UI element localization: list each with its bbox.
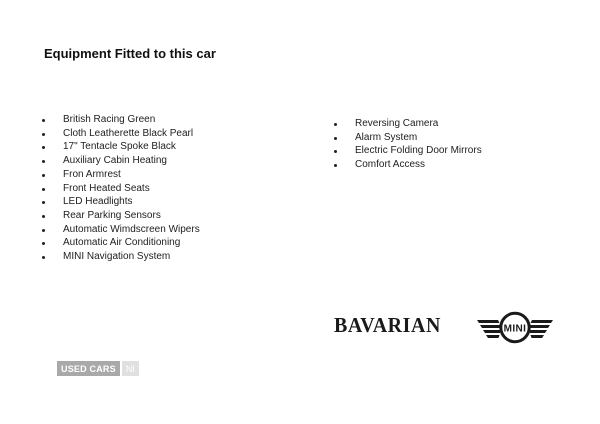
equipment-item-label: Cloth Leatherette Black Pearl <box>63 127 194 139</box>
equipment-item-label: Fron Armrest <box>63 168 121 180</box>
bullet-icon <box>42 119 45 122</box>
equipment-item-label: Rear Parking Sensors <box>63 209 161 221</box>
bullet-icon <box>42 188 45 191</box>
equipment-list-item <box>334 131 482 145</box>
bullet-icon <box>42 201 45 204</box>
bullet-icon <box>42 229 45 232</box>
bullet-icon <box>334 123 337 126</box>
equipment-list-item <box>42 209 200 223</box>
equipment-item-label: Front Heated Seats <box>63 182 150 194</box>
equipment-item-label: Alarm System <box>355 131 418 143</box>
equipment-list-item <box>42 182 200 196</box>
equipment-list-item <box>334 144 482 158</box>
equipment-item-label: Reversing Camera <box>355 118 439 129</box>
equipment-list-item <box>42 113 200 127</box>
bullet-icon <box>334 137 337 140</box>
bullet-icon <box>334 164 337 167</box>
equipment-item-label: Automatic Air Conditioning <box>63 237 181 249</box>
equipment-item-label: Electric Folding Door Mirrors <box>355 145 482 157</box>
equipment-list-item <box>42 154 200 168</box>
equipment-item-label: LED Headlights <box>63 196 133 208</box>
bullet-icon <box>42 242 45 245</box>
equipment-list-item <box>42 250 200 264</box>
bullet-icon <box>42 160 45 163</box>
bullet-icon <box>42 215 45 218</box>
used-cars-ni-badge <box>57 361 139 376</box>
equipment-item-label: Automatic Wimdscreen Wipers <box>63 223 200 235</box>
page-title: Equipment Fitted to this car <box>44 46 216 61</box>
equipment-list-right <box>334 117 482 172</box>
bullet-icon <box>334 150 337 153</box>
equipment-list-item <box>42 195 200 209</box>
mini-logo-text: MINI <box>503 323 527 335</box>
bullet-icon <box>42 133 45 136</box>
dealer-wordmark: BAVARIAN <box>334 313 441 337</box>
bullet-icon <box>42 174 45 177</box>
equipment-item-label: Auxiliary Cabin Heating <box>63 155 167 167</box>
equipment-item-label: 17" Tentacle Spoke Black <box>63 141 176 153</box>
equipment-list-item <box>42 223 200 237</box>
equipment-list-item <box>42 168 200 182</box>
equipment-list-left <box>42 113 200 264</box>
badge-region-label: NI <box>122 361 139 376</box>
equipment-list-item <box>42 236 200 250</box>
equipment-list-item <box>334 158 482 172</box>
equipment-item-label: British Racing Green <box>63 114 156 125</box>
equipment-list-item <box>334 117 482 131</box>
badge-used-cars-label: USED CARS <box>57 361 120 376</box>
equipment-list-item <box>42 127 200 141</box>
mini-wings-logo-icon <box>476 308 554 346</box>
bullet-icon <box>42 146 45 149</box>
bullet-icon <box>42 256 45 259</box>
equipment-item-label: Comfort Access <box>355 159 426 171</box>
equipment-item-label: MINI Navigation System <box>63 251 171 263</box>
equipment-list-item <box>42 140 200 154</box>
